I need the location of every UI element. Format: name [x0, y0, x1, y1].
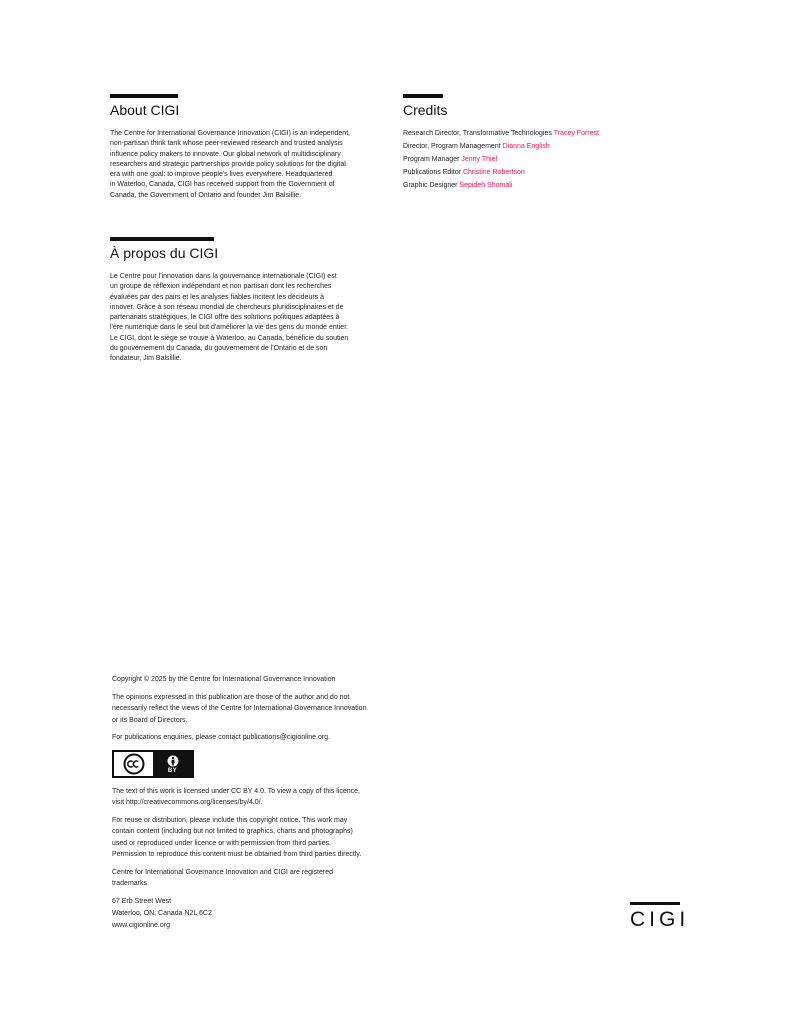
credits-heading: Credits — [403, 102, 448, 118]
logo-text: CIGI — [630, 908, 690, 931]
cc-icon — [114, 752, 153, 776]
credit-role: Director, Program Management — [403, 143, 501, 150]
credits-list — [403, 127, 703, 192]
opinions-disclaimer: The opinions expressed in this publication are those of the author and do not necessarily reflect the views of the Centre for International Governance Innovation or its Board of Directors. — [112, 693, 367, 724]
cc-by-badge[interactable] — [112, 750, 194, 778]
credit-name: Dianna English — [502, 143, 550, 150]
cigi-logo — [630, 902, 690, 932]
logo-bar — [630, 902, 680, 905]
reuse-text: For reuse or distribution, please include this copyright notice. This work may contain content (including but not limited to graphics, charts and photographs) used or reproduced under licence or with permission from third parties. Permission to reproduce this content must be obtained from third parties directly. — [112, 816, 362, 858]
credit-item — [403, 140, 703, 153]
legal-footer — [112, 674, 397, 932]
credit-name: Tracey Forrest — [553, 130, 599, 137]
credit-role: Program Manager — [403, 156, 460, 163]
credit-name: Christine Robertson — [462, 169, 525, 176]
about-heading-bar — [110, 94, 178, 98]
apropos-body: Le Centre pour l'innovation dans la gouvernance internationale (CIGI) est un groupe de réflexion indépendant et non partisan dont les recherches évaluées par des pairs et les analyses fiables incitent les décideurs à innover. Grâce à son réseau mondial de chercheurs pluridisciplinaires et de partenariats stratégiques, le CIGI offre des solutions politiques adaptées à l'ère numérique dans le seul but d'améliorer la vie des gens du monde entier. Le CIGI, dont le siège se trouve à Waterloo, au Canada, bénéficie du soutien du gouvernement du Canada, du gouvernement de l'Ontario et de son fondateur, Jim Balsillie. — [110, 273, 349, 363]
about-section — [110, 94, 400, 201]
credit-role: Graphic Designer — [403, 182, 458, 189]
credit-name: Jenny Thiel — [461, 156, 498, 163]
credit-item — [403, 166, 703, 179]
apropos-heading: À propos du CIGI — [110, 245, 219, 261]
address-block — [112, 896, 397, 932]
apropos-section — [110, 237, 400, 365]
credit-item — [403, 153, 703, 166]
credits-heading-bar — [403, 94, 443, 98]
credit-role: Publications Editor — [403, 169, 461, 176]
trademarks-text: Centre for International Governance Innovation and CIGI are registered trademarks. — [112, 868, 334, 887]
cc-by-panel — [153, 752, 192, 776]
enquiries-text: For publications enquiries, please contact publications@cigionline.org. — [112, 734, 331, 741]
credit-item — [403, 179, 703, 192]
apropos-heading-bar — [110, 237, 214, 241]
about-heading: About CIGI — [110, 102, 180, 118]
about-body: The Centre for International Governance Innovation (CIGI) is an independent, non-partisan think tank whose peer-reviewed research and trusted analysis influence policy makers to innovate. Our global network of multidisciplinary researchers and strategic partnerships provide policy solutions for the digital era with one goal: to improve people's lives everywhere. Headquartered in Waterloo, Canada, CIGI has received support from the Government of Canada, the Government of Ontario and founder Jim Balsillie. — [110, 130, 351, 199]
copyright-text: Copyright © 2025 by the Centre for International Governance Innovation — [112, 676, 336, 683]
licence-text: The text of this work is licensed under CC BY 4.0. To view a copy of this licence, visit http://creativecommons.org/licenses/by/4.0/. — [112, 787, 360, 806]
address-street: 67 Erb Street West — [112, 897, 172, 905]
cc-by-label: BY — [167, 767, 178, 774]
credits-section — [403, 94, 703, 192]
credit-item — [403, 127, 703, 140]
website-link[interactable]: www.cigionline.org — [112, 921, 170, 929]
credit-role: Research Director, Transformative Technologies — [403, 130, 552, 137]
credit-name: Sepideh Shomali — [459, 182, 513, 189]
address-city: Waterloo, ON, Canada N2L 6C2 — [112, 909, 212, 917]
attribution-person-icon — [166, 754, 180, 768]
